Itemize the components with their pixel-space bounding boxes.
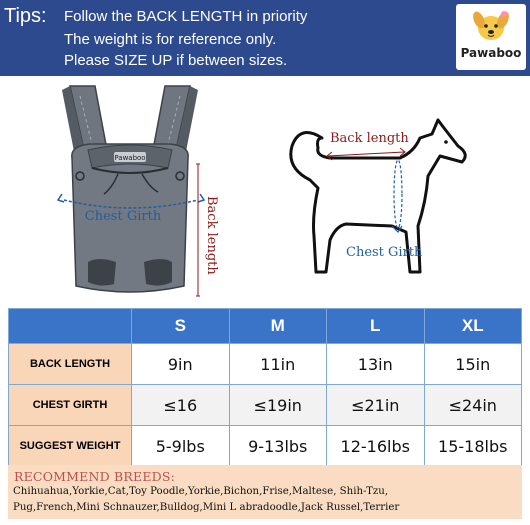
size-header-xl: XL (424, 309, 522, 344)
carrier-chest-girth-label: Chest Girth (84, 209, 162, 224)
tip-line-2: The weight is for reference only. (64, 31, 277, 48)
breeds-title: RECOMMEND BREEDS: (14, 469, 176, 484)
dog-chest-girth-label: Chest Girth (346, 245, 423, 260)
size-header-l: L (327, 309, 425, 344)
table-header-row (9, 309, 522, 344)
dog-back-length-label: Back length (330, 131, 409, 146)
table-cell: ≤16 (132, 385, 230, 426)
size-header-m: M (229, 309, 327, 344)
table-cell: ≤21in (327, 385, 425, 426)
table-corner-cell (9, 309, 132, 344)
table-cell: 9-13lbs (229, 426, 327, 467)
tip-line-3: Please SIZE UP if between sizes. (64, 52, 288, 69)
tip-line-1: Follow the BACK LENGTH in priority (64, 8, 308, 25)
dog-silhouette-image (291, 120, 465, 272)
table-cell: 5-9lbs (132, 426, 230, 467)
table-cell: 13in (327, 344, 425, 385)
brand-name: Pawaboo (460, 46, 522, 60)
size-header-s: S (132, 309, 230, 344)
carrier-logo-text: Pawaboo (114, 154, 146, 162)
table-row (9, 385, 522, 426)
tips-banner (0, 0, 530, 76)
size-chart-table (8, 308, 522, 467)
carrier-back-length-label: Back length (204, 196, 219, 275)
recommended-breeds-box (8, 465, 522, 519)
pet-carrier-image (58, 86, 219, 296)
breeds-line-2: Pug,French,Mini Schnauzer,Bulldog,Mini L abradoodle,Jack Russel,Terrier (13, 502, 400, 513)
table-cell: 15-18lbs (424, 426, 522, 467)
measurement-illustration (0, 76, 530, 306)
row-label-back-length: BACK LENGTH (9, 344, 132, 385)
table-cell: 9in (132, 344, 230, 385)
dog-face-icon (456, 4, 526, 48)
table-row (9, 426, 522, 467)
row-label-chest-girth: CHEST GIRTH (9, 385, 132, 426)
tips-label: Tips: (4, 5, 47, 27)
table-cell: ≤24in (424, 385, 522, 426)
table-cell: ≤19in (229, 385, 327, 426)
row-label-suggest-weight: SUGGEST WEIGHT (9, 426, 132, 467)
brand-logo (456, 4, 526, 70)
table-cell: 12-16lbs (327, 426, 425, 467)
table-cell: 15in (424, 344, 522, 385)
table-row (9, 344, 522, 385)
breeds-line-1: Chihuahua,Yorkie,Cat,Toy Poodle,Yorkie,Bichon,Frise,Maltese, Shih-Tzu, (13, 486, 389, 497)
table-cell: 11in (229, 344, 327, 385)
